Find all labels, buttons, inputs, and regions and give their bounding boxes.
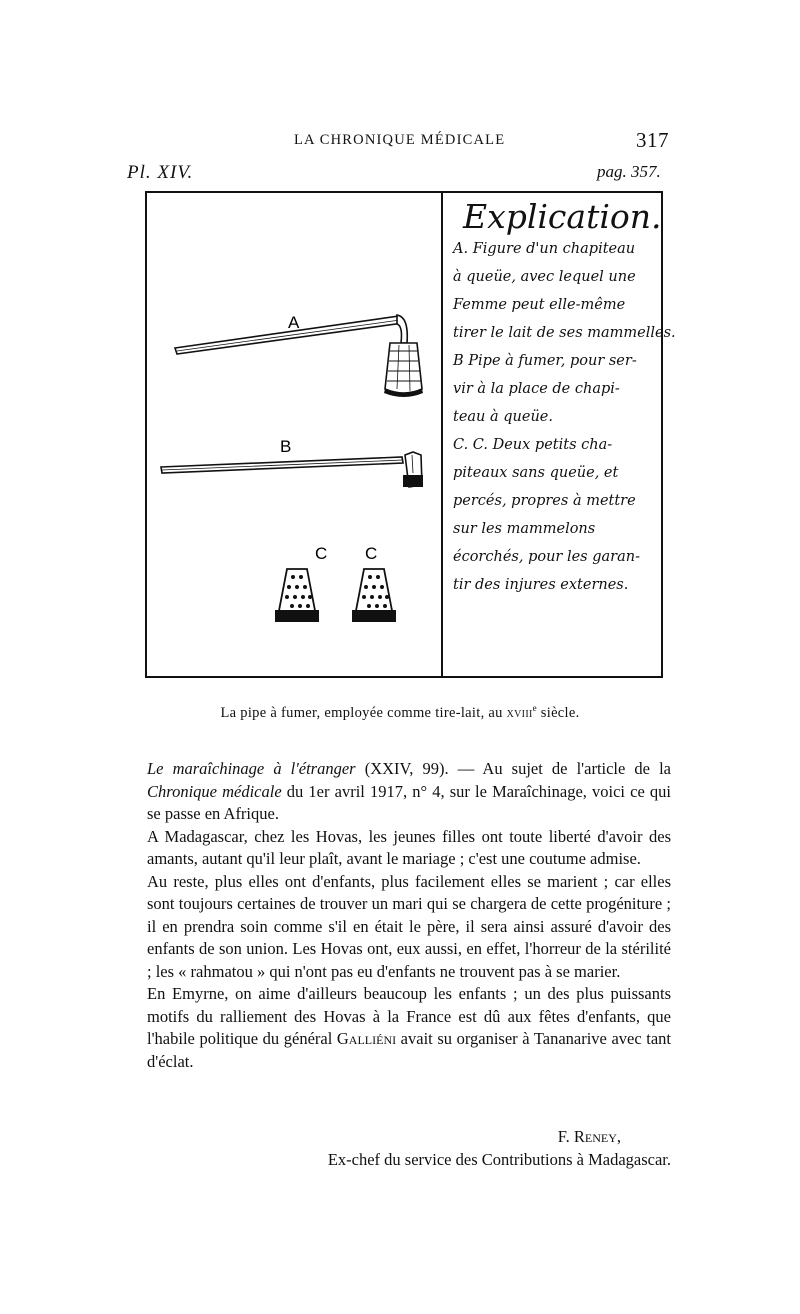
article-body [147, 758, 671, 1073]
figure-c-cap-left [275, 569, 319, 622]
signature-initial: F. [557, 1127, 574, 1146]
label-b: B [280, 437, 292, 456]
paragraph: A Madagascar, chez les Hovas, les jeunes filles ont toute liberté d'avoir des amants, autant qu'il leur plaît, avant le mariage ; c'est une coutume admise. [147, 826, 671, 868]
article-title: Le maraîchinage à l'étranger [147, 759, 356, 778]
paragraph-text: En Emyrne, on aime d'ailleurs beaucoup les enfants ; un des plus puissants motifs du ralliement des Hovas à la France est dû aux fêtes d'enfants, que l'habile politique du général [147, 984, 671, 1048]
figure-b-smoking-pipe [161, 452, 423, 487]
caption-suffix: siècle. [536, 704, 580, 721]
caption-text: La pipe à fumer, employée comme tire-lait, au [220, 704, 507, 721]
explication-line: Femme peut elle-même [453, 297, 626, 313]
explication-line: écorchés, pour les garan- [453, 549, 640, 565]
signature [147, 1127, 671, 1147]
running-header [0, 130, 800, 152]
plate-divider [441, 193, 443, 676]
explication-line: tir des injures externes. [453, 577, 629, 593]
plate-page-reference: pag. 357. [597, 162, 661, 181]
caption-century: xviii [506, 704, 533, 721]
explication-line: A. Figure d'un chapiteau [453, 241, 636, 257]
explication-line: à queüe, avec lequel une [453, 269, 636, 285]
explication-title: Explication. [463, 197, 662, 236]
journal-name: Chronique médicale [147, 781, 282, 801]
signature-name: Reney, [573, 1127, 621, 1146]
caption-superscript: e [532, 703, 537, 713]
paragraph [147, 758, 671, 826]
page-number: 317 [636, 128, 669, 152]
running-title: LA CHRONIQUE MÉDICALE [294, 132, 506, 148]
paragraph-text: du 1er avril 1917, n° 4, sur le Maraîchinage, voici ce qui se passe en Afrique. [147, 781, 672, 823]
plate-engraving [145, 191, 676, 678]
plate-illustration [147, 193, 441, 676]
label-c-right: C [365, 544, 378, 563]
paragraph-text: avait su organiser à Tananarive avec tant d'éclat. [147, 1029, 671, 1071]
signature-role: Ex-chef du service des Contributions à Madagascar. [327, 1150, 671, 1169]
article-reference: (XXIV, 99). — Au sujet de l'article de la [355, 759, 671, 778]
paragraph [147, 983, 671, 1073]
explication-line: C. C. Deux petits cha- [453, 437, 613, 453]
explication-line: tirer le lait de ses mammelles. [453, 325, 676, 341]
explication-line: teau à queüe. [453, 409, 553, 425]
explication-line: piteaux sans queüe, et [453, 465, 619, 481]
explication-line: percés, propres à mettre [453, 493, 636, 509]
explication-line: sur les mammelons [453, 521, 596, 537]
label-c-left: C [315, 544, 328, 563]
paragraph: Au reste, plus elles ont d'enfants, plus facilement elles se marient ; car elles sont toujours certaines de trouver un mari qui se chargera de cette progéniture ; il en prendra soin comme s'il en était le père, il sera ainsi assuré d'avoir des enfants de son union. Les Hovas ont, eux aussi, en effet, l'horreur de la stérilité ; les « rahmatou » qui n'ont pas eu d'enfants ne trouvent pas à se marier. [147, 871, 671, 981]
plate-number: Pl. XIV. [127, 162, 194, 183]
explication-line: B Pipe à fumer, pour ser- [453, 353, 637, 369]
person-name: Galliéni [336, 1029, 397, 1048]
figure-c-cap-right [352, 569, 396, 622]
figure-caption [0, 703, 800, 722]
label-a: A [288, 313, 300, 332]
breast-pump-drawings [147, 193, 441, 676]
explication-line: vir à la place de chapi- [453, 381, 620, 397]
